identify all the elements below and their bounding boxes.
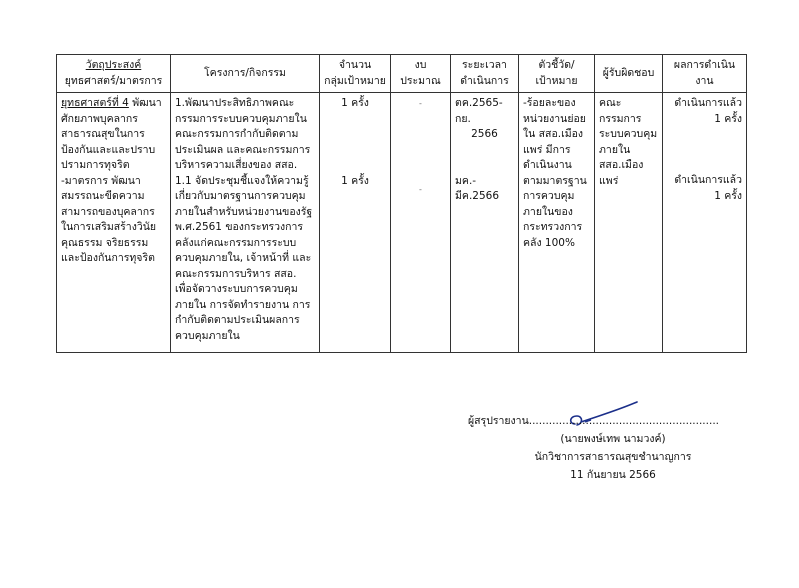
reporter-line: ผู้สรุปรายงาน......................................................... [468, 415, 720, 427]
header-responsible: ผู้รับผิดชอบ [595, 55, 663, 93]
cell-target [320, 93, 391, 353]
budget-2: - [419, 184, 422, 194]
header-budget: งบประมาณ [391, 55, 451, 93]
header-objective-sub: ยุทธศาสตร์/มาตรการ [64, 74, 163, 87]
header-result: ผลการดำเนินงาน [663, 55, 747, 93]
target-2: 1 ครั้ง [341, 174, 369, 187]
cell-budget [391, 93, 451, 353]
plan-table [56, 54, 747, 353]
header-period-l1: ระยะเวลา [462, 59, 507, 71]
project-1-1: 1.1 จัดประชุมชี้แจงให้ความรู้เกี่ยวกับมาตรฐานการควบคุมภายในสำหรับหน่วยงานของรัฐ พ.ศ.2561 ของกระทรวงการคลังแก่คณะกรรมการระบบควบคุมภายใน, เจ้าหน้าที่ และคณะกรรมการบริหาร สสอ. เพื่อจัดวางระบบการควบคุมภายใน การจัดทำรายงาน การกำกับติดตามประเมินผลการควบคุมภายใน [175, 174, 313, 342]
target-1: 1 ครั้ง [341, 97, 369, 109]
responsible-text: คณะกรรมการระบบควบคุมภายใน สสอ.เมืองแพร่ [599, 97, 658, 187]
result-1-l1: ดำเนินการแล้ว [674, 97, 742, 109]
cell-period [451, 93, 519, 353]
budget-1: - [419, 99, 422, 108]
result-2-l2: 1 ครั้ง [714, 189, 742, 202]
cell-strategy [57, 93, 171, 353]
header-row [57, 55, 747, 93]
strategy-paragraph [61, 96, 166, 174]
header-target-l2: กลุ่มเป้าหมาย [324, 74, 386, 87]
header-indicator-l2: เป้าหมาย [535, 74, 578, 87]
period-1-l1: ตค.2565-กย. [455, 97, 503, 125]
header-indicator [519, 55, 595, 93]
header-period-l2: ดำเนินการ [460, 74, 509, 87]
cell-result [663, 93, 747, 353]
table-row [57, 93, 747, 353]
report-date: 11 กันยายน 2566 [570, 469, 656, 481]
header-indicator-l1: ตัวชี้วัด/ [538, 59, 575, 71]
reporter-name: (นายพงษ์เทพ นามวงค์) [560, 433, 666, 445]
header-target [320, 55, 391, 93]
cell-project [171, 93, 320, 353]
measure-text: -มาตรการ พัฒนาสมรรถนะขีดความสามารถของบุคลากรในการเสริมสร้างวินัย คุณธรรม จริยธรรมและป้องกันการทุจริต [61, 174, 157, 264]
indicator-text: -ร้อยละของหน่วยงานย่อยใน สสอ.เมืองแพร่ มีการดำเนินงานตามมาตรฐานการควบคุมภายในของกระทรวงการ คลัง 100% [523, 97, 587, 249]
header-target-l1: จำนวน [338, 59, 372, 71]
reporter-position: นักวิชาการสาธารณสุขชำนาญการ [534, 451, 692, 463]
header-period [451, 55, 519, 93]
header-objective-title: วัตถุประสงค์ [85, 59, 142, 71]
project-1: 1.พัฒนาประสิทธิภาพคณะกรรมการระบบควบคุมภายใน คณะกรรมการกำกับติดตามประเมินผล และคณะกรรมการบริหารความเสี่ยงของ สสอ. [175, 97, 311, 171]
period-1-l2: 2566 [471, 128, 498, 140]
result-1-l2: 1 ครั้ง [714, 112, 742, 125]
result-2-l1: ดำเนินการแล้ว [674, 174, 742, 186]
strategy-title: ยุทธศาสตร์ที่ 4 [61, 97, 129, 109]
cell-indicator [519, 93, 595, 353]
header-project: โครงการ/กิจกรรม [171, 55, 320, 93]
cell-responsible [595, 93, 663, 353]
period-2: มค.-มีค.2566 [455, 174, 500, 202]
header-objective [57, 55, 171, 93]
strategy-text: พัฒนาศักยภาพบุคลากรสาธารณสุขในการป้องกันและและปราบปรามการทุจริต [61, 97, 162, 171]
signature-block [468, 412, 748, 484]
